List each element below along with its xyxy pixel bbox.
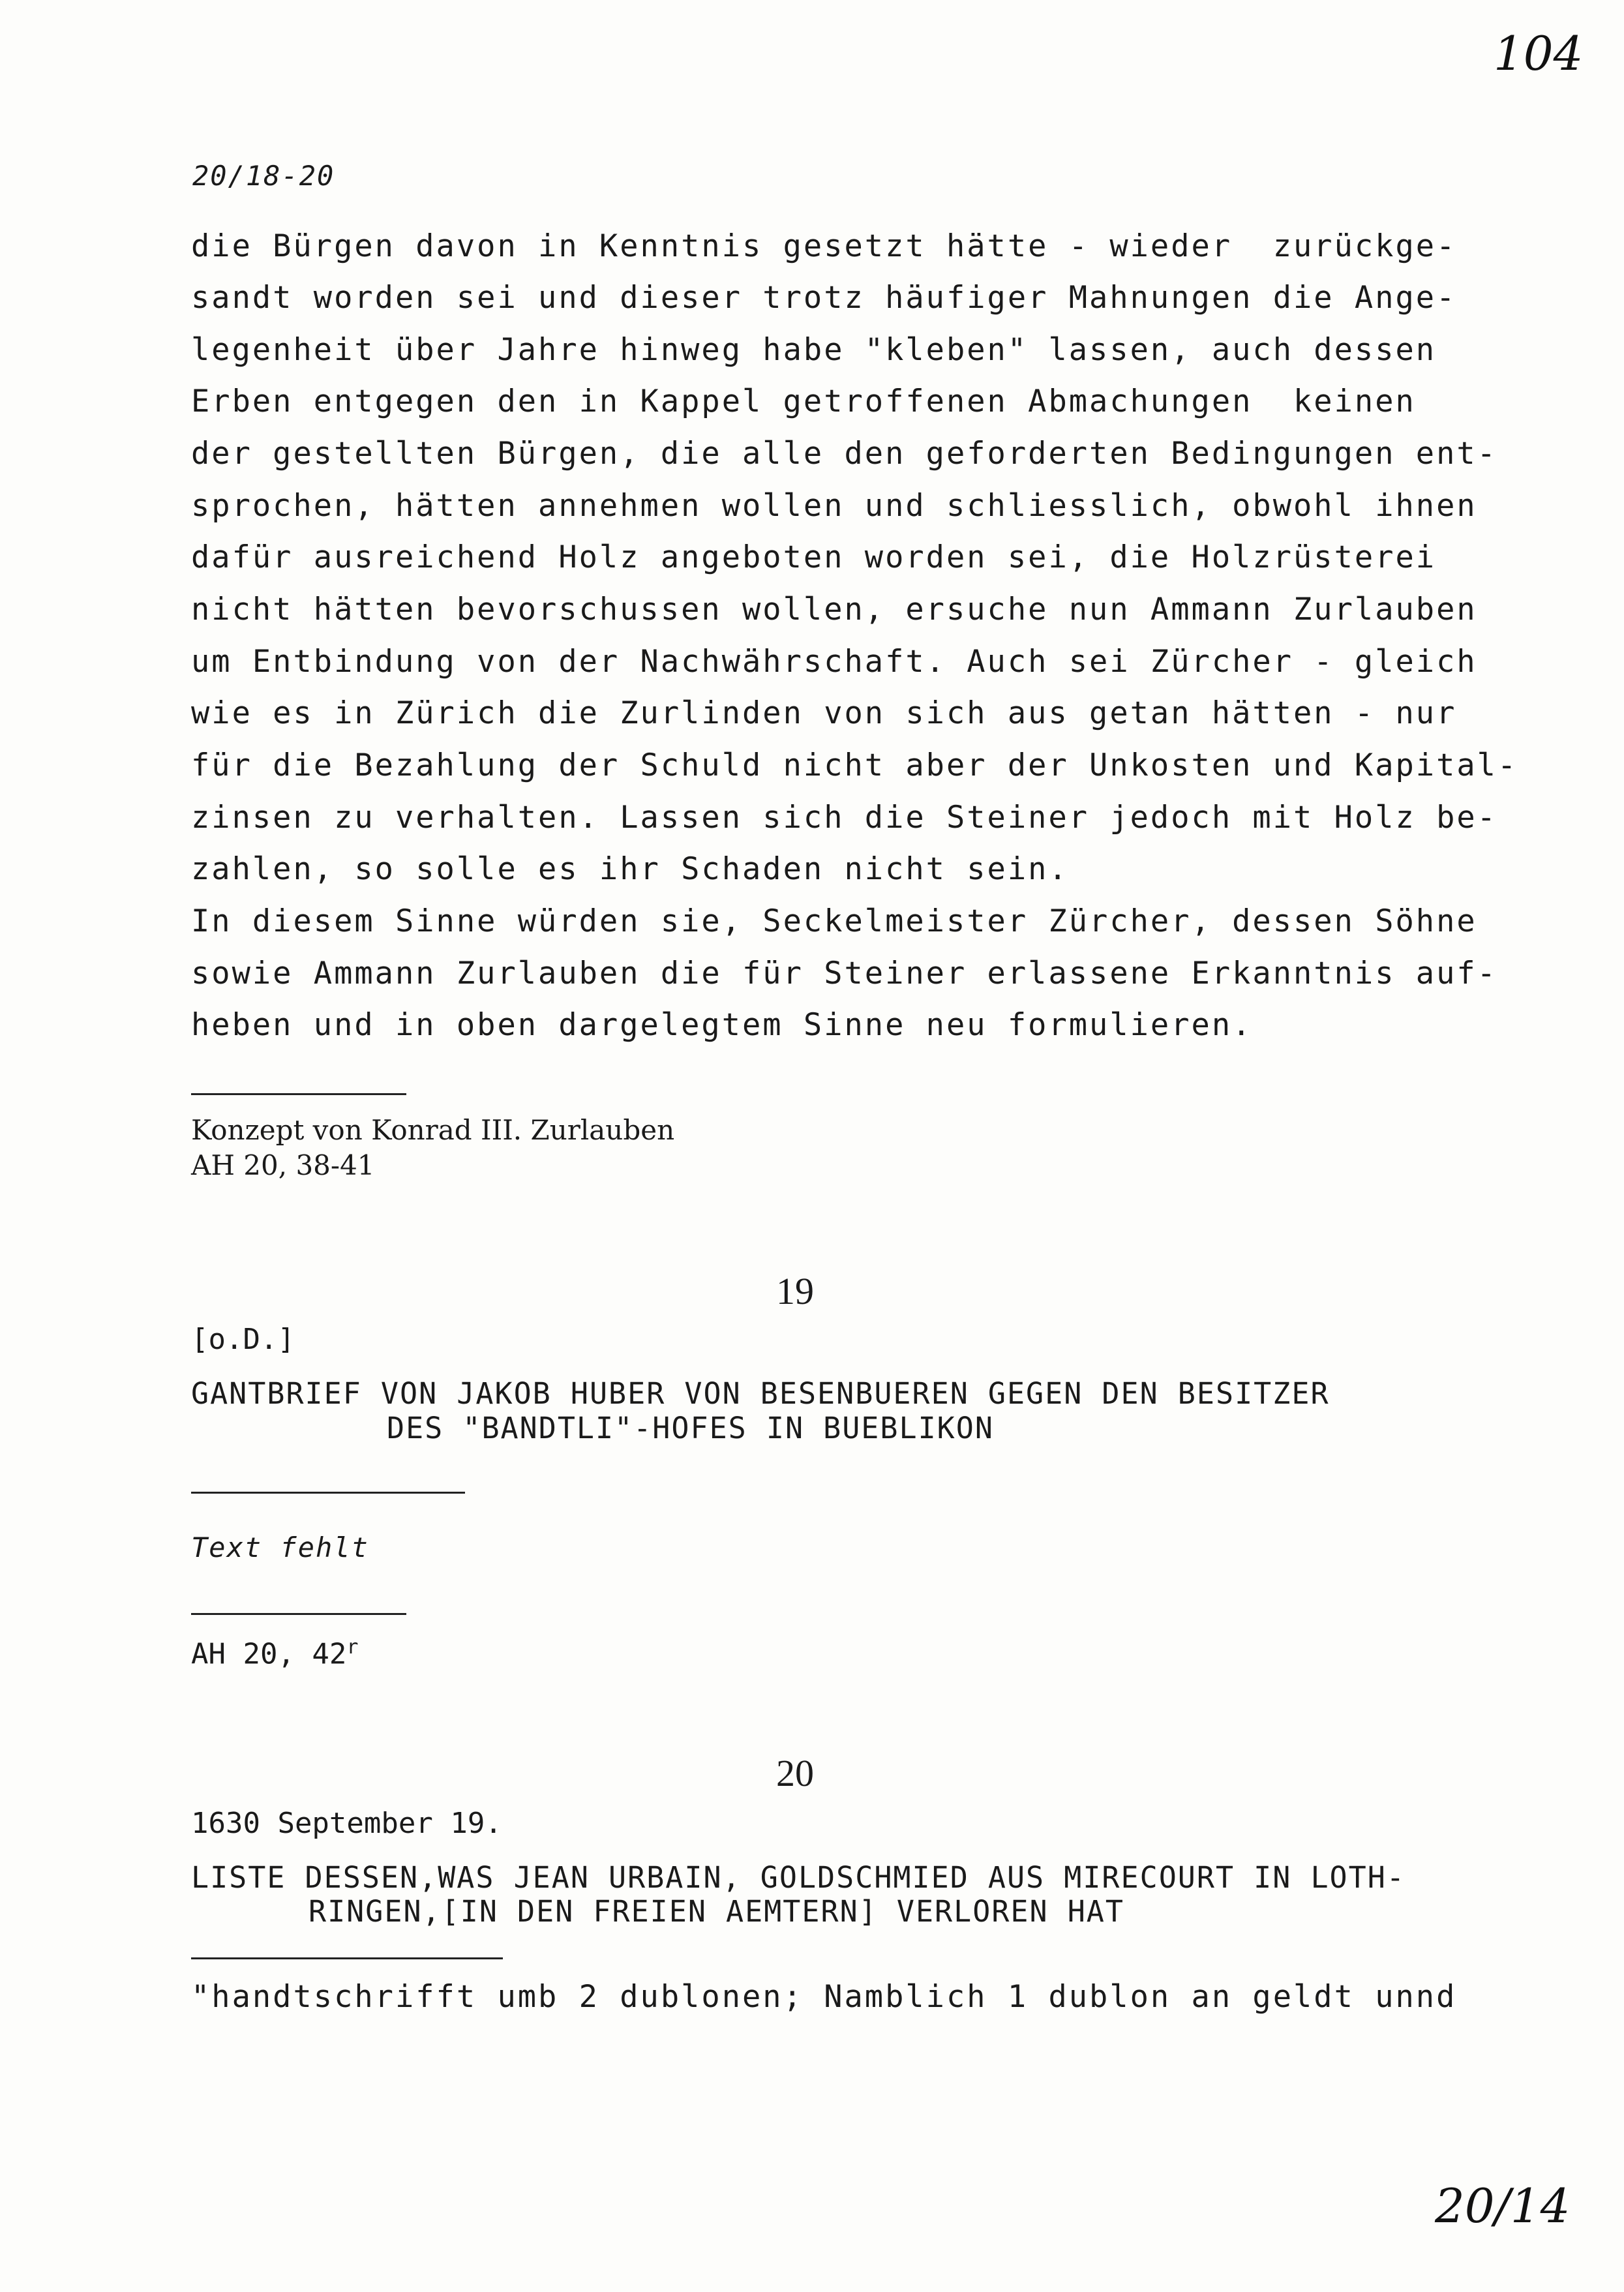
paragraph-line: heben und in oben dargelegtem Sinne neu formulieren. bbox=[191, 1007, 1253, 1043]
document-title: RINGEN,[IN DEN FREIEN AEMTERN] VERLOREN HAT bbox=[308, 1894, 1124, 1929]
quoted-text-line: "handtschrifft umb 2 dublonen; Namblich 1 dublon an geldt unnd bbox=[191, 1979, 1457, 2015]
handwritten-page-number: 104 bbox=[1494, 26, 1584, 81]
paragraph-line: In diesem Sinne würden sie, Seckelmeister Zürcher, dessen Söhne bbox=[191, 903, 1477, 939]
paragraph-line: zinsen zu verhalten. Lassen sich die Steiner jedoch mit Holz be- bbox=[191, 800, 1497, 836]
source-superscript: r bbox=[346, 1636, 359, 1659]
paragraph-line: sandt worden sei und dieser trotz häufiger Mahnungen die Ange- bbox=[191, 280, 1457, 316]
paragraph-line: legenheit über Jahre hinweg habe "kleben" lassen, auch dessen bbox=[191, 332, 1437, 368]
document-title: LISTE DESSEN,WAS JEAN URBAIN, GOLDSCHMIED AUS MIRECOURT IN LOTH- bbox=[191, 1860, 1406, 1895]
paragraph-line: die Bürgen davon in Kenntnis gesetzt hätte - wieder zurückge- bbox=[191, 228, 1457, 264]
paragraph-line: sprochen, hätten annehmen wollen und schliesslich, obwohl ihnen bbox=[191, 488, 1477, 524]
paragraph-line: um Entbindung von der Nachwährschaft. Auch sei Zürcher - gleich bbox=[191, 644, 1477, 680]
footnote-rule bbox=[191, 1613, 406, 1615]
paragraph-line: zahlen, so solle es ihr Schaden nicht sein. bbox=[191, 851, 1069, 887]
paragraph-line: sowie Ammann Zurlauben die für Steiner erlassene Erkanntnis auf- bbox=[191, 956, 1497, 991]
source-line bbox=[191, 1636, 358, 1671]
document-title: GANTBRIEF VON JAKOB HUBER VON BESENBUEREN GEGEN DEN BESITZER bbox=[191, 1376, 1330, 1411]
paragraph-line: der gestellten Bürgen, die alle den geforderten Bedingungen ent- bbox=[191, 436, 1497, 472]
title-rule bbox=[191, 1957, 503, 1959]
source-line: AH 20, 38-41 bbox=[191, 1149, 375, 1181]
document-date: 1630 September 19. bbox=[191, 1807, 502, 1840]
document-title: DES "BANDTLI"-HOFES IN BUEBLIKON bbox=[387, 1411, 994, 1445]
source-line: Konzept von Konrad III. Zurlauben bbox=[191, 1114, 675, 1146]
editorial-note: Text fehlt bbox=[191, 1531, 369, 1563]
document-date: [o.D.] bbox=[191, 1323, 295, 1356]
source-text: AH 20, 42 bbox=[191, 1637, 347, 1671]
paragraph-line: Erben entgegen den in Kappel getroffenen Abmachungen keinen bbox=[191, 384, 1416, 419]
paragraph-line: für die Bezahlung der Schuld nicht aber der Unkosten und Kapital- bbox=[191, 747, 1518, 783]
handwritten-folio: 20/14 bbox=[1435, 2179, 1571, 2233]
document-number: 19 bbox=[776, 1270, 814, 1312]
footnote-rule bbox=[191, 1093, 406, 1095]
document-number: 20 bbox=[776, 1752, 814, 1794]
paragraph-line: dafür ausreichend Holz angeboten worden sei, die Holzrüsterei bbox=[191, 539, 1437, 575]
paragraph-line: nicht hätten bevorschussen wollen, ersuche nun Ammann Zurlauben bbox=[191, 592, 1477, 627]
paragraph-line: wie es in Zürich die Zurlinden von sich aus getan hätten - nur bbox=[191, 695, 1457, 731]
title-rule bbox=[191, 1492, 465, 1494]
reference-header: 20/18-20 bbox=[192, 160, 335, 192]
